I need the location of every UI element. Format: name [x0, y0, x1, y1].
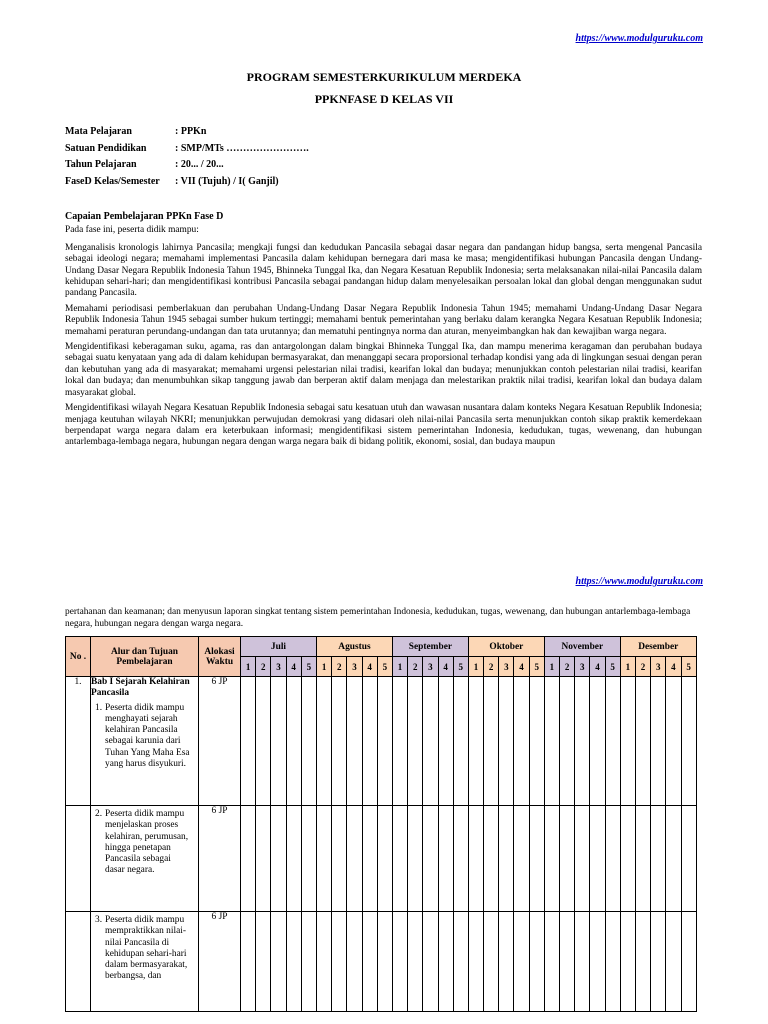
week-header: 4 [590, 657, 605, 677]
week-cell[interactable] [256, 806, 271, 912]
week-cell[interactable] [301, 806, 316, 912]
week-header: 5 [681, 657, 696, 677]
week-cell[interactable] [468, 677, 483, 806]
week-cell[interactable] [392, 806, 407, 912]
week-cell[interactable] [453, 806, 468, 912]
week-cell[interactable] [332, 912, 347, 1012]
cp-paragraph: Mengidentifikasi keberagaman suku, agama, ras dan antargolongan dalam bingkai Bhinneka Tunggal Ika, dan mampu menerima keragaman dan perubahan budaya sebagai suatu kenyataan yang ada di dalam kehidupan bermasyarakat, dan menanggapi secara proporsional terhadap kondisi yang ada di lingkungan sesuai dengan peran dan kebutuhan yang ada di masyarakat; memahami urgensi pelestarian nilai tradisi, kearifan lokal dan budaya; menunjukkan contoh pelestarian nilai tradisi, kearifan lokal dan budaya; dan menumbuhkan sikap tanggung jawab dan berperan aktif dalam menjaga dan melestarikan praktik nilai tradisi, kearifan lokal dan budaya dalam masyarakat global. [65, 342, 702, 398]
allocation-cell: 6 JP [199, 912, 241, 1012]
week-cell[interactable] [514, 806, 529, 912]
meta-value: : 20... / 20... [175, 159, 224, 170]
meta-key: Satuan Pendidikan [65, 142, 147, 154]
goal-text: Peserta didik mampu mempraktikkan nilai-nilai Pancasila di kehidupan sehari-hari dalam bermasyarakat, berbangsa, dan [105, 915, 188, 982]
week-header: 1 [316, 657, 331, 677]
week-cell[interactable] [575, 912, 590, 1012]
week-header: 2 [332, 657, 347, 677]
week-header: 2 [484, 657, 499, 677]
atp-cell [91, 677, 199, 806]
week-cell[interactable] [377, 806, 392, 912]
meta-value: : VII (Tujuh) / I( Ganjil) [175, 175, 279, 187]
week-cell[interactable] [529, 912, 544, 1012]
cp-paragraph: Memahami periodisasi pemberlakuan dan perubahan Undang-Undang Dasar Negara Republik Indonesia Tahun 1945; memahami Undang-Undang Dasar Negara Republik Indonesia Tahun 1945 sebagai sumber hukum tertinggi; memahami bentuk pemerintahan yang berlaku dalam kerangka Negara Kesatuan Republik Indonesia; memahami peraturan perundang-undangan dan tata urutannya; dan mematuhi pentingnya norma dan aturan, menyeimbangkan hak dan kewajiban warga negara. [65, 303, 702, 337]
week-cell[interactable] [347, 912, 362, 1012]
week-cell[interactable] [681, 912, 696, 1012]
table-row [66, 677, 697, 806]
week-header: 2 [408, 657, 423, 677]
learning-goal [95, 703, 198, 771]
goal-number: 3. [95, 915, 103, 925]
week-cell[interactable] [560, 806, 575, 912]
week-cell[interactable] [544, 677, 559, 806]
week-header: 5 [453, 657, 468, 677]
week-cell[interactable] [286, 677, 301, 806]
col-atp-header: Alur dan Tujuan Pembelajaran [91, 637, 199, 677]
week-cell[interactable] [484, 912, 499, 1012]
week-header: 4 [286, 657, 301, 677]
row-number [66, 912, 91, 1012]
week-cell[interactable] [666, 912, 681, 1012]
week-header: 1 [241, 657, 256, 677]
week-cell[interactable] [241, 912, 256, 1012]
week-cell[interactable] [271, 677, 286, 806]
week-header: 3 [575, 657, 590, 677]
week-cell[interactable] [681, 806, 696, 912]
week-cell[interactable] [468, 806, 483, 912]
week-cell[interactable] [651, 806, 666, 912]
week-header: 3 [423, 657, 438, 677]
week-header: 4 [362, 657, 377, 677]
cp-paragraph: Mengidentifikasi wilayah Negara Kesatuan Republik Indonesia sebagai satu kesatuan utuh dan wawasan nusantara dalam konteks Negara Kesatuan Republik Indonesia; menjaga keutuhan wilayah NKRI; menunjukkan perwujudan demokrasi yang didasari oleh nilai-nilai Pancasila serta menunjukkan contoh sikap praktik kemerdekaan berpendapat warga negara dalam era keterbukaan informasi; mengidentifikasi sistem pemerintahan Indonesia, kedudukan, tugas, wewenang, dan hubungan antarlembaga-lembaga negara, hubungan negara dengan warga negara baik di bidang politik, ekonomi, sosial, dan budaya maupun [65, 403, 702, 448]
week-cell[interactable] [605, 677, 620, 806]
week-cell[interactable] [605, 912, 620, 1012]
week-header: 1 [620, 657, 635, 677]
goal-text: Peserta didik mampu menjelaskan proses kelahiran, perumusan, hingga penetapan Pancasila sebagai dasar negara. [105, 809, 189, 876]
month-header: September [392, 637, 468, 657]
week-cell[interactable] [362, 677, 377, 806]
week-cell[interactable] [635, 912, 650, 1012]
cp-heading: Capaian Pembelajaran PPKn Fase D [65, 211, 224, 222]
week-header: 3 [651, 657, 666, 677]
week-cell[interactable] [590, 912, 605, 1012]
week-cell[interactable] [316, 677, 331, 806]
week-cell[interactable] [499, 806, 514, 912]
header-link[interactable]: https://www.modulguruku.com [575, 33, 703, 44]
goal-number: 2. [95, 809, 103, 819]
week-cell[interactable] [423, 677, 438, 806]
week-cell[interactable] [271, 912, 286, 1012]
week-cell[interactable] [438, 806, 453, 912]
week-cell[interactable] [332, 806, 347, 912]
schedule-table [65, 636, 697, 1012]
goal-text: Peserta didik mampu menghayati sejarah kelahiran Pancasila sebagai karunia dari Tuhan Yang Maha Esa yang harus disyukuri. [105, 702, 190, 770]
week-cell[interactable] [286, 912, 301, 1012]
week-cell[interactable] [620, 912, 635, 1012]
week-header: 5 [529, 657, 544, 677]
week-cell[interactable] [560, 677, 575, 806]
week-cell[interactable] [347, 677, 362, 806]
week-cell[interactable] [423, 912, 438, 1012]
week-cell[interactable] [468, 912, 483, 1012]
week-cell[interactable] [241, 677, 256, 806]
meta-key: FaseD Kelas/Semester [65, 175, 160, 187]
week-cell[interactable] [408, 806, 423, 912]
week-header: 4 [438, 657, 453, 677]
allocation-cell: 6 JP [199, 677, 241, 806]
week-cell[interactable] [362, 912, 377, 1012]
week-cell[interactable] [620, 806, 635, 912]
week-cell[interactable] [453, 677, 468, 806]
week-cell[interactable] [529, 806, 544, 912]
meta-key: Tahun Pelajaran [65, 159, 137, 170]
week-cell[interactable] [666, 677, 681, 806]
week-header: 3 [271, 657, 286, 677]
cp-continuation: pertahanan dan keamanan; dan menyusun laporan singkat tentang sistem pemerintahan Indonesia, kedudukan, tugas, wewenang, dan hubungan antarlembaga-lembaga negara, hubungan negara dengan warga negara. [65, 607, 691, 629]
week-cell[interactable] [377, 912, 392, 1012]
month-header: Juli [241, 637, 317, 657]
week-header: 5 [301, 657, 316, 677]
header-link-page2[interactable]: https://www.modulguruku.com [575, 576, 703, 587]
doc-title-line2: PPKNFASE D KELAS VII [314, 92, 454, 106]
week-cell[interactable] [377, 677, 392, 806]
month-header: November [544, 637, 620, 657]
week-cell[interactable] [635, 677, 650, 806]
allocation-cell: 6 JP [199, 806, 241, 912]
table-row [66, 912, 697, 1012]
week-cell[interactable] [241, 806, 256, 912]
cp-paragraph: Menganalisis kronologis lahirnya Pancasila; mengkaji fungsi dan kedudukan Pancasila sebagai dasar negara dan pandangan hidup bangsa, serta mengenal Pancasila sebagai ideologi negara; memahami implementasi Pancasila dalam kehidupan bernegara dari masa ke masa; mengidentifikasi hubungan Pancasila dengan Undang-Undang Dasar Negara Republik Indonesia Tahun 1945, Bhinneka Tunggal Ika, dan Negara Kesatuan Republik Indonesia; serta melaksanakan nilai-nilai Pancasila dalam kehidupan sehari-hari; dan mengidentifikasi kontribusi Pancasila sebagai pandangan hidup dalam menyelesaikan persoalan lokal dan global dengan menggunakan sudut pandang Pancasila. [65, 242, 702, 299]
week-header: 5 [377, 657, 392, 677]
week-cell[interactable] [605, 806, 620, 912]
month-header: Oktober [468, 637, 544, 657]
atp-cell [91, 806, 199, 912]
week-cell[interactable] [560, 912, 575, 1012]
week-cell[interactable] [286, 806, 301, 912]
week-cell[interactable] [347, 806, 362, 912]
week-header: 2 [635, 657, 650, 677]
week-cell[interactable] [499, 912, 514, 1012]
learning-goal [95, 915, 198, 983]
meta-key: Mata Pelajaran [65, 126, 132, 137]
week-cell[interactable] [544, 912, 559, 1012]
week-header: 2 [560, 657, 575, 677]
week-header: 4 [666, 657, 681, 677]
week-cell[interactable] [392, 677, 407, 806]
week-cell[interactable] [514, 912, 529, 1012]
schedule-body [66, 677, 697, 1012]
week-header: 1 [392, 657, 407, 677]
week-cell[interactable] [408, 912, 423, 1012]
week-cell[interactable] [590, 677, 605, 806]
week-cell[interactable] [514, 677, 529, 806]
table-row [66, 806, 697, 912]
week-cell[interactable] [529, 677, 544, 806]
month-header: Desember [620, 637, 696, 657]
week-cell[interactable] [484, 806, 499, 912]
week-cell[interactable] [423, 806, 438, 912]
week-header: 3 [499, 657, 514, 677]
col-no-header: No . [66, 637, 91, 677]
week-cell[interactable] [301, 912, 316, 1012]
week-header: 5 [605, 657, 620, 677]
week-cell[interactable] [484, 677, 499, 806]
week-cell[interactable] [256, 912, 271, 1012]
week-cell[interactable] [575, 677, 590, 806]
week-header: 1 [468, 657, 483, 677]
week-cell[interactable] [301, 677, 316, 806]
week-cell[interactable] [620, 677, 635, 806]
week-cell[interactable] [408, 677, 423, 806]
week-cell[interactable] [651, 677, 666, 806]
row-number [66, 806, 91, 912]
week-cell[interactable] [438, 677, 453, 806]
chapter-title: Bab I Sejarah Kelahiran Pancasila [91, 677, 190, 699]
week-cell[interactable] [651, 912, 666, 1012]
week-cell[interactable] [256, 677, 271, 806]
week-cell[interactable] [316, 912, 331, 1012]
week-cell[interactable] [666, 806, 681, 912]
week-cell[interactable] [362, 806, 377, 912]
cp-intro: Pada fase ini, peserta didik mampu: [65, 225, 199, 236]
week-cell[interactable] [453, 912, 468, 1012]
doc-title-line1: PROGRAM SEMESTERKURIKULUM MERDEKA [246, 70, 522, 84]
week-cell[interactable] [499, 677, 514, 806]
week-header: 3 [347, 657, 362, 677]
week-cell[interactable] [544, 806, 559, 912]
month-header: Agustus [316, 637, 392, 657]
week-cell[interactable] [392, 912, 407, 1012]
week-cell[interactable] [438, 912, 453, 1012]
goal-number: 1. [95, 702, 103, 713]
learning-goal [95, 809, 198, 877]
meta-value: : SMP/MTs ……………………. [175, 142, 309, 154]
row-number: 1. [66, 677, 91, 806]
week-cell[interactable] [635, 806, 650, 912]
week-header: 2 [256, 657, 271, 677]
week-header: 4 [514, 657, 529, 677]
atp-cell [91, 912, 199, 1012]
week-header: 1 [544, 657, 559, 677]
week-cell[interactable] [575, 806, 590, 912]
week-cell[interactable] [316, 806, 331, 912]
col-alokasi-header: Alokasi Waktu [199, 637, 241, 677]
week-cell[interactable] [271, 806, 286, 912]
meta-value: : PPKn [175, 126, 207, 137]
week-cell[interactable] [681, 677, 696, 806]
week-cell[interactable] [332, 677, 347, 806]
week-cell[interactable] [590, 806, 605, 912]
